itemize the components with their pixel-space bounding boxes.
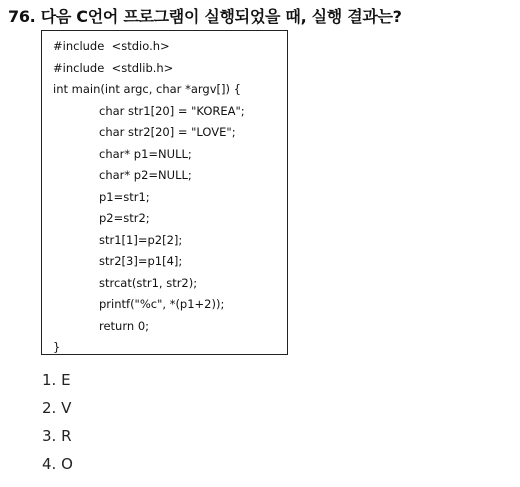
code-line: } xyxy=(53,340,61,354)
code-line: str2[3]=p1[4]; xyxy=(99,254,183,268)
answer-options xyxy=(42,371,73,483)
option-1[interactable]: 1. E xyxy=(42,371,71,389)
code-line: int main(int argc, char *argv[]) { xyxy=(53,82,241,96)
code-line: strcat(str1, str2); xyxy=(99,276,198,290)
code-line: return 0; xyxy=(99,319,150,333)
code-box xyxy=(41,30,288,355)
code-line: p1=str1; xyxy=(99,190,150,204)
option-4[interactable]: 4. O xyxy=(42,455,73,473)
code-line: char* p1=NULL; xyxy=(99,147,192,161)
code-line: char* p2=NULL; xyxy=(99,168,192,182)
code-line: #include <stdio.h> xyxy=(53,39,170,53)
code-line: printf("%c", *(p1+2)); xyxy=(99,297,225,311)
option-2[interactable]: 2. V xyxy=(42,399,72,417)
question-title: 76. 다음 C언어 프로그램이 실행되었을 때, 실행 결과는? xyxy=(8,7,402,26)
code-line: char str2[20] = "LOVE"; xyxy=(99,125,236,139)
code-line: p2=str2; xyxy=(99,211,150,225)
code-line: #include <stdlib.h> xyxy=(53,61,174,75)
option-3[interactable]: 3. R xyxy=(42,427,72,445)
code-line: str1[1]=p2[2]; xyxy=(99,233,183,247)
code-line: char str1[20] = "KOREA"; xyxy=(99,104,245,118)
